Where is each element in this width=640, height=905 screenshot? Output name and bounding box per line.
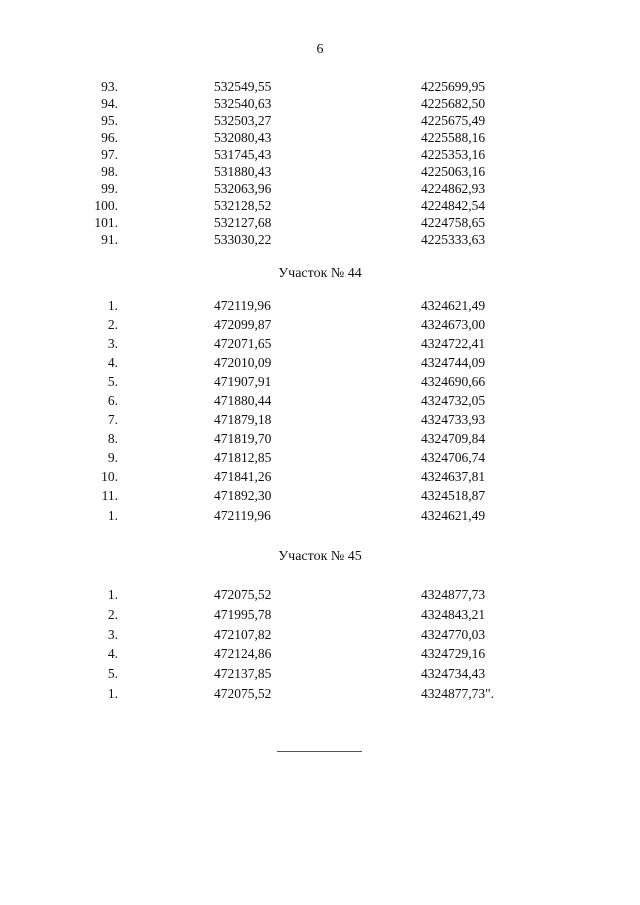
end-divider (277, 751, 362, 752)
coordinate-y: 4324843,21 (421, 607, 486, 622)
table-row (0, 129, 640, 146)
table-row (0, 354, 640, 371)
point-number: 1. (107, 298, 118, 313)
coordinate-y: 4324673,00 (421, 317, 486, 332)
table-row (0, 645, 640, 662)
coordinate-x: 472071,65 (214, 336, 272, 351)
coordinate-x: 471880,44 (214, 393, 272, 408)
table-row (0, 95, 640, 112)
point-number: 1. (107, 508, 118, 523)
coordinate-x: 472075,52 (214, 686, 272, 701)
point-number: 7. (107, 412, 118, 427)
table-row (0, 685, 640, 702)
point-number: 91. (101, 232, 118, 247)
table-row (0, 316, 640, 333)
point-number: 98. (101, 164, 118, 179)
table-row (0, 214, 640, 231)
coordinate-y: 4224842,54 (421, 198, 486, 213)
coordinate-x: 532063,96 (214, 181, 272, 196)
coordinate-x: 471907,91 (214, 374, 272, 389)
coordinate-x: 471841,26 (214, 469, 272, 484)
coordinate-x: 532540,63 (214, 96, 272, 111)
coordinate-y: 4324690,66 (421, 374, 486, 389)
coordinate-y: 4324744,09 (421, 355, 486, 370)
table-row (0, 163, 640, 180)
coordinate-y: 4324621,49 (421, 298, 486, 313)
table-row (0, 430, 640, 447)
table-row (0, 507, 640, 524)
coordinate-x: 472099,87 (214, 317, 272, 332)
coordinate-y: 4324621,49 (421, 508, 486, 523)
coordinate-x: 471879,18 (214, 412, 272, 427)
coordinate-y: 4324709,84 (421, 431, 486, 446)
coordinate-x: 472010,09 (214, 355, 272, 370)
coordinate-x: 471819,70 (214, 431, 272, 446)
table-row (0, 231, 640, 248)
coordinate-y: 4224758,65 (421, 215, 486, 230)
table-row (0, 411, 640, 428)
point-number: 96. (101, 130, 118, 145)
coordinate-y: 4225333,63 (421, 232, 486, 247)
point-number: 4. (107, 355, 118, 370)
coordinate-x: 472107,82 (214, 627, 272, 642)
point-number: 97. (101, 147, 118, 162)
section-heading: Участок № 45 (278, 549, 362, 564)
point-number: 94. (101, 96, 118, 111)
coordinate-x: 532549,55 (214, 79, 272, 94)
coordinate-x: 471892,30 (214, 488, 272, 503)
table-row (0, 197, 640, 214)
point-number: 95. (101, 113, 118, 128)
point-number: 100. (94, 198, 118, 213)
coordinate-y: 4324722,41 (421, 336, 486, 351)
table-row (0, 78, 640, 95)
table-row (0, 665, 640, 682)
coordinate-x: 533030,22 (214, 232, 272, 247)
page-number: 6 (316, 42, 324, 57)
table-row (0, 335, 640, 352)
point-number: 8. (107, 431, 118, 446)
coordinate-y: 4324732,05 (421, 393, 486, 408)
table-row (0, 112, 640, 129)
table-row (0, 392, 640, 409)
coordinate-x: 472075,52 (214, 587, 272, 602)
coordinate-x: 532127,68 (214, 215, 272, 230)
coordinate-x: 472124,86 (214, 646, 272, 661)
coordinate-x: 532503,27 (214, 113, 272, 128)
point-number: 1. (107, 686, 118, 701)
coordinate-y: 4224862,93 (421, 181, 486, 196)
coordinate-y: 4324729,16 (421, 646, 486, 661)
table-row (0, 373, 640, 390)
point-number: 4. (107, 646, 118, 661)
point-number: 3. (107, 336, 118, 351)
coordinate-y: 4324877,73 (421, 587, 486, 602)
point-number: 6. (107, 393, 118, 408)
point-number: 99. (101, 181, 118, 196)
coordinate-x: 471812,85 (214, 450, 272, 465)
point-number: 5. (107, 374, 118, 389)
coordinate-y: 4324706,74 (421, 450, 486, 465)
coordinate-x: 532080,43 (214, 130, 272, 145)
coordinate-x: 531880,43 (214, 164, 272, 179)
point-number: 11. (101, 488, 118, 503)
coordinate-y: 4225588,16 (421, 130, 486, 145)
coordinate-y: 4324770,03 (421, 627, 486, 642)
point-number: 9. (107, 450, 118, 465)
point-number: 2. (107, 607, 118, 622)
coordinate-y: 4225699,95 (421, 79, 486, 94)
table-row (0, 586, 640, 603)
coordinate-y: 4324733,93 (421, 412, 486, 427)
point-number: 5. (107, 666, 118, 681)
point-number: 10. (101, 469, 118, 484)
point-number: 101. (94, 215, 118, 230)
coordinate-x: 472137,85 (214, 666, 272, 681)
coordinate-y: 4324637,81 (421, 469, 486, 484)
coordinate-y: 4324877,73". (421, 686, 495, 701)
coordinate-y: 4324518,87 (421, 488, 486, 503)
coordinate-x: 472119,96 (214, 298, 271, 313)
section-heading: Участок № 44 (278, 266, 362, 281)
coordinate-y: 4225675,49 (421, 113, 486, 128)
coordinate-x: 531745,43 (214, 147, 272, 162)
table-row (0, 146, 640, 163)
point-number: 93. (101, 79, 118, 94)
point-number: 2. (107, 317, 118, 332)
coordinate-x: 472119,96 (214, 508, 271, 523)
coordinate-y: 4225682,50 (421, 96, 486, 111)
coordinate-y: 4324734,43 (421, 666, 486, 681)
table-row (0, 487, 640, 504)
coordinate-y: 4225063,16 (421, 164, 486, 179)
table-row (0, 606, 640, 623)
point-number: 3. (107, 627, 118, 642)
table-row (0, 449, 640, 466)
coordinate-x: 532128,52 (214, 198, 272, 213)
table-row (0, 180, 640, 197)
coordinate-y: 4225353,16 (421, 147, 486, 162)
table-row (0, 468, 640, 485)
point-number: 1. (107, 587, 118, 602)
coordinate-x: 471995,78 (214, 607, 272, 622)
table-row (0, 626, 640, 643)
table-row (0, 297, 640, 314)
